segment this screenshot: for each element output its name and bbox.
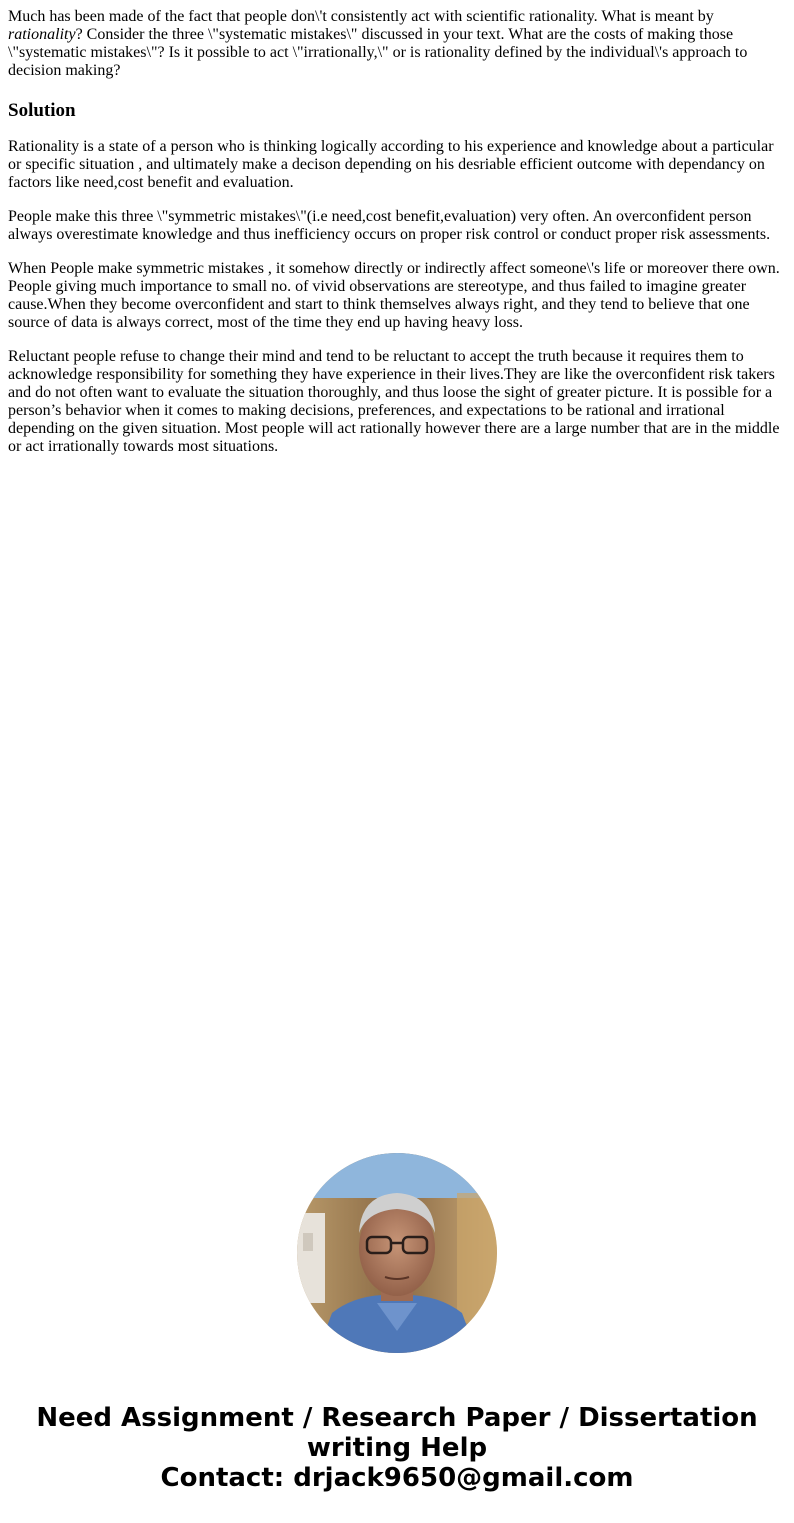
solution-paragraph-4: Reluctant people refuse to change their mind and tend to be reluctant to accept the truth because it requires them to acknowledge responsibility for something they have experience in their lives.They are like the overconfident risk takers and do not often want to evaluate the situation thoroughly, and thus loose the sight of greater picture. It is possible for a person’s behavior when it comes to making decisions, preferences, and expectations to be rational and irrational depending on the given situation. Most people will act rationally however there are a large number that are in the middle or act irrationally towards most situations. [8, 348, 780, 455]
question-part1: Much has been made of the fact that people don\'t consistently act with scientific rationality. What is meant by [8, 8, 714, 25]
solution-paragraph-2: People make this three \"symmetric mistakes\"(i.e need,cost benefit,evaluation) very often. An overconfident person always overestimate knowledge and thus inefficiency occurs on proper risk control or conduct proper risk assessments. [8, 208, 771, 243]
promo-contact: Contact: drjack9650@gmail.com [160, 1463, 634, 1493]
solution-paragraph-3: When People make symmetric mistakes , it somehow directly or indirectly affect someone\'s life or moreover there own. People giving much importance to small no. of vivid observations are stereotype, and thus failed to imagine greater cause.When they become overconfident and start to think themselves always right, and they tend to believe that one source of data is always correct, most of the time they end up having heavy loss. [8, 260, 780, 331]
question-emphasis: rationality [8, 26, 76, 43]
question-part2: ? Consider the three \"systematic mistakes\" discussed in your text. What are the costs of making those \"systematic mistakes\"? Is it possible to act \"irrationally,\" or is rationality defined by the individual\'s approach to decision making? [8, 26, 748, 79]
solution-heading: Solution [8, 100, 76, 121]
solution-body [8, 138, 786, 456]
document-body [8, 8, 786, 456]
promo-banner [0, 1403, 794, 1493]
author-avatar [297, 1153, 497, 1353]
solution-paragraph-1: Rationality is a state of a person who is thinking logically according to his experience and knowledge about a particular or specific situation , and ultimately make a decison depending on his desriable efficient outcome with dependancy on factors like need,cost benefit and evaluation. [8, 138, 774, 191]
promo-line-1: Need Assignment / Research Paper / Dissertation writing Help [36, 1403, 758, 1463]
question-text [8, 8, 786, 80]
avatar-portrait [297, 1153, 497, 1353]
